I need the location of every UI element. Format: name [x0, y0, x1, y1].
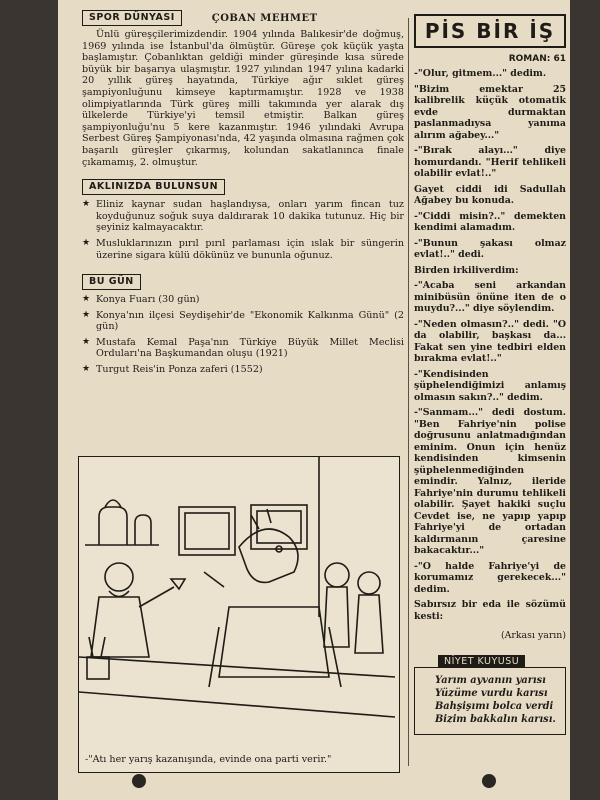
roman-text	[414, 68, 566, 622]
akil-list	[82, 199, 404, 261]
right-column	[414, 10, 566, 735]
spor-text: Ünlü güreşçilerimizdendir. 1904 yılında Balıkesir'de doğmuş, 1969 yılında ise İstanbul'da ölmüştür. Güreşe çok küçük yaşta başlamıştır. Çobanlıktan geldiği minder güreşinde kısa sürede büyük bir başarıya ulaşmıştır. 1927 yılından 1947 yılına kadarki 20 yıllık güreş hayatında, Türkiye ağır sıklet güreş şampiyonluğunu kimseye kaptırmamıştır. 1928 ve 1938 olimpiyatlarında Türk güreş milli takımında yer alarak dış ülkelerde Türkiye'yi temsil etmiştir. Balkan güreş şampiyonluğu'nu 5 kere kazanmıştır. 1946 yılındaki Avrupa Serbest Güreş Şampiyonası'nda, 42 yaşında olmasına rağmen çok başarılı güreşler çıkarmış, kolundan sakatlanınca finale çıkamamış, 2. olmuştur.	[82, 29, 404, 168]
akil-header: AKLINIZDA BULUNSUN	[82, 179, 225, 195]
roman-paragraph: -"Bırak alayı..." diye homurdandı. "Herif tehlikeli olabilir evlat!.."	[414, 145, 566, 179]
poem-line: Bizim bakkalın karısı.	[435, 714, 556, 725]
spor-header: SPOR DÜNYASI	[82, 10, 182, 26]
roman-paragraph: "Bizim emektar 25 kalibrelik küçük otomatik evde durmaktan paslanmadıysa yanıma alırım ağabey..."	[414, 83, 566, 141]
newspaper-page	[58, 0, 570, 800]
roman-paragraph: -"O halde Fahriye'yi de korumamız gerekecek..." dedim.	[414, 560, 566, 595]
roman-paragraph: Sabırsız bir eda ile sözümü kesti:	[414, 599, 566, 622]
roman-paragraph: Gayet ciddi idi Sadullah Ağabey bu konuda.	[414, 183, 566, 206]
binder-hole	[482, 774, 496, 788]
bugun-item: ★ Mustafa Kemal Paşa'nın Türkiye Büyük Millet Meclisi Orduları'na Başkumandan oluşu (1921)	[82, 337, 404, 360]
continued-note: (Arkası yarın)	[500, 630, 566, 641]
akil-item: ★ Eliniz kaynar sudan haşlandıysa, onları yarım fincan tuz koyduğunuz soğuk suya daldırarak 10 dakika tutunuz. Hiç bir şeyiniz kalmayacaktır.	[82, 199, 404, 234]
poem-line: Yüzüme vurdu karısı	[435, 688, 548, 699]
bugun-item: ★ Konya'nın ilçesi Seydişehir'de "Ekonomik Kalkınma Günü" (2 gün)	[82, 310, 404, 333]
poem-line: Bahşişımı bolca verdi	[435, 701, 554, 712]
spor-author: ÇOBAN MEHMET	[211, 12, 318, 24]
roman-paragraph: -"Olur, gitmem..." dedim.	[414, 68, 547, 79]
bugun-item: ★ Turgut Reis'in Ponza zaferi (1552)	[82, 364, 404, 376]
roman-title: PİS BİR İŞ	[414, 14, 566, 48]
cartoon-panel	[78, 456, 400, 773]
roman-paragraph: -"Bunun şakası olmaz evlat!.." dedi.	[414, 237, 566, 260]
bugun-item: ★ Konya Fuarı (30 gün)	[82, 294, 404, 306]
bugun-header: BU GÜN	[82, 274, 141, 290]
roman-paragraph: -"Acaba seni arkandan minibüsün önüne iten de o muydu?..." diye söylendim.	[414, 280, 566, 314]
akil-item: ★ Musluklarınızın pırıl pırıl parlaması için ıslak bir süngerin üzerine sigara külü dökünüz ve bununla oğunuz.	[82, 238, 404, 261]
kuyu-header: NİYET KUYUSU	[438, 655, 525, 668]
left-column	[82, 10, 404, 384]
kuyu-poem	[414, 667, 566, 735]
column-divider	[408, 18, 409, 766]
cartoon-illustration	[79, 457, 395, 727]
roman-paragraph: -"Kendisinden şüphelendiğimizi anlamış olmasın sakın?.." dedim.	[414, 368, 566, 403]
binder-hole	[132, 774, 146, 788]
roman-paragraph: Birden irkiliverdim:	[414, 264, 519, 276]
poem-line: Yarım ayvanın yarısı	[435, 675, 546, 686]
bugun-list	[82, 294, 404, 376]
roman-paragraph: -"Neden olmasın?.." dedi. "O da olabilir, başkası da... Fakat sen yine tedbiri elden bırakma evlat!.."	[414, 318, 566, 364]
roman-number: ROMAN: 61	[508, 54, 566, 64]
roman-paragraph: -"Ciddi misin?.." demekten kendimi alamadım.	[414, 210, 566, 233]
roman-paragraph: -"Sanmam..." dedi dostum. "Ben Fahriye'nin polise doğrusunu anlatmadığından eminim. Onun için henüz kendisinden kimsenin şüphelenmediğinden emindir. Yalnız, ileride Fahriye'nin durumu tehlikeli olabilir. Şayet hakiki suçlu Cevdet ise, ne yapıp yapıp Fahriye'yi de ortadan kaldırmanın çaresine bakacaktır..."	[414, 407, 566, 556]
cartoon-caption: -"Atı her yarış kazanışında, evinde ona parti verir."	[85, 754, 332, 766]
